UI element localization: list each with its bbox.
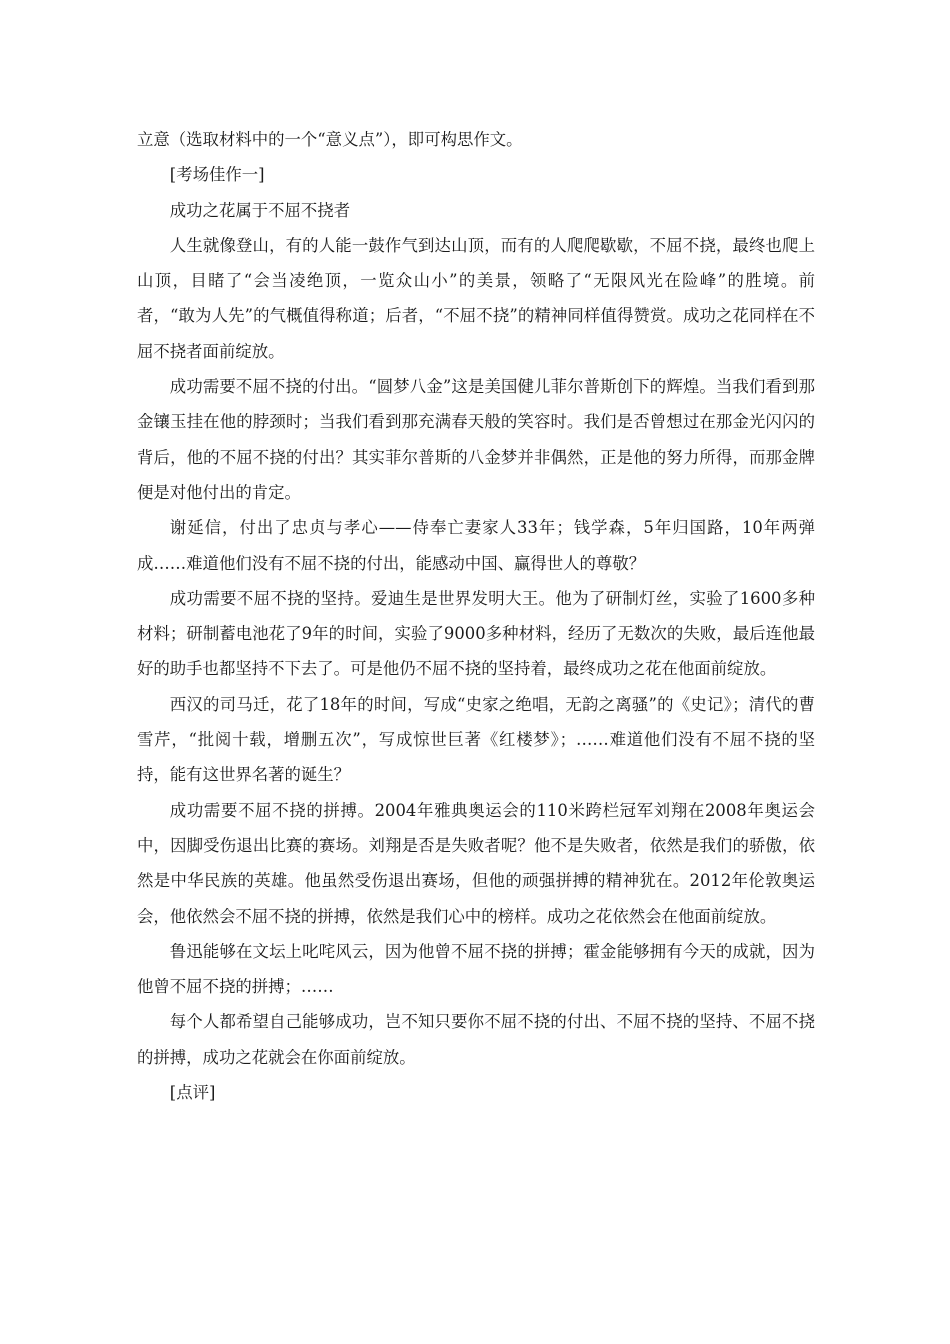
document-body (137, 122, 815, 1110)
paragraph: 每个人都希望自己能够成功，岂不知只要你不屈不挠的付出、不屈不挠的坚持、不屈不挠的拼搏，成功之花就会在你面前绽放。 (137, 1012, 815, 1067)
paragraph: 成功需要不屈不挠的拼搏。2004年雅典奥运会的110米跨栏冠军刘翔在2008年奥运会中，因脚受伤退出比赛的赛场。刘翔是否是失败者呢？他不是失败者，依然是我们的骄傲，依然是中华民族的英雄。他虽然受伤退出赛场，但他的顽强拼搏的精神犹在。2012年伦敦奥运会，他依然会不屈不挠的拼搏，依然是我们心中的榜样。成功之花依然会在他面前绽放。 (137, 800, 815, 926)
paragraph: 人生就像登山，有的人能一鼓作气到达山顶，而有的人爬爬歇歇，不屈不挠，最终也爬上山顶，目睹了“会当凌绝顶，一览众山小”的美景，领略了“无限风光在险峰”的胜境。前者，“敢为人先”的气概值得称道；后者，“不屈不挠”的精神同样值得赞赏。成功之花同样在不屈不挠者面前绽放。 (137, 235, 815, 361)
comment-label: [点评] (169, 1083, 216, 1103)
paragraph: 谢延信，付出了忠贞与孝心——侍奉亡妻家人33年；钱学森，5年归国路，10年两弹成……难道他们没有不屈不挠的付出，能感动中国、赢得世人的尊敬？ (137, 518, 815, 573)
paragraph: 成功需要不屈不挠的坚持。爱迪生是世界发明大王。他为了研制灯丝，实验了1600多种材料；研制蓄电池花了9年的时间，实验了9000多种材料，经历了无数次的失败，最后连他最好的助手也都坚持不下去了。可是他仍不屈不挠的坚持着，最终成功之花在他面前绽放。 (137, 588, 815, 679)
paragraph: 西汉的司马迁，花了18年的时间，写成“史家之绝唱，无韵之离骚”的《史记》；清代的曹雪芹，“批阅十载，增删五次”，写成惊世巨著《红楼梦》；……难道他们没有不屈不挠的坚持，能有这世界名著的诞生？ (137, 694, 815, 785)
section-label: [考场佳作一] (169, 165, 265, 185)
paragraph: 成功需要不屈不挠的付出。“圆梦八金”这是美国健儿菲尔普斯创下的辉煌。当我们看到那金镶玉挂在他的脖颈时；当我们看到那充满春天般的笑容时。我们是否曾想过在那金光闪闪的背后，他的不屈不挠的付出？其实菲尔普斯的八金梦并非偶然，正是他的努力所得，而那金牌便是对他付出的肯定。 (137, 377, 815, 502)
essay-title: 成功之花属于不屈不挠者 (169, 200, 351, 220)
lead-line: 立意（选取材料中的一个“意义点”），即可构思作文。 (137, 130, 523, 149)
paragraph: 鲁迅能够在文坛上叱咤风云，因为他曾不屈不挠的拼搏；霍金能够拥有今天的成就，因为他曾不屈不挠的拼搏；…… (137, 941, 815, 997)
